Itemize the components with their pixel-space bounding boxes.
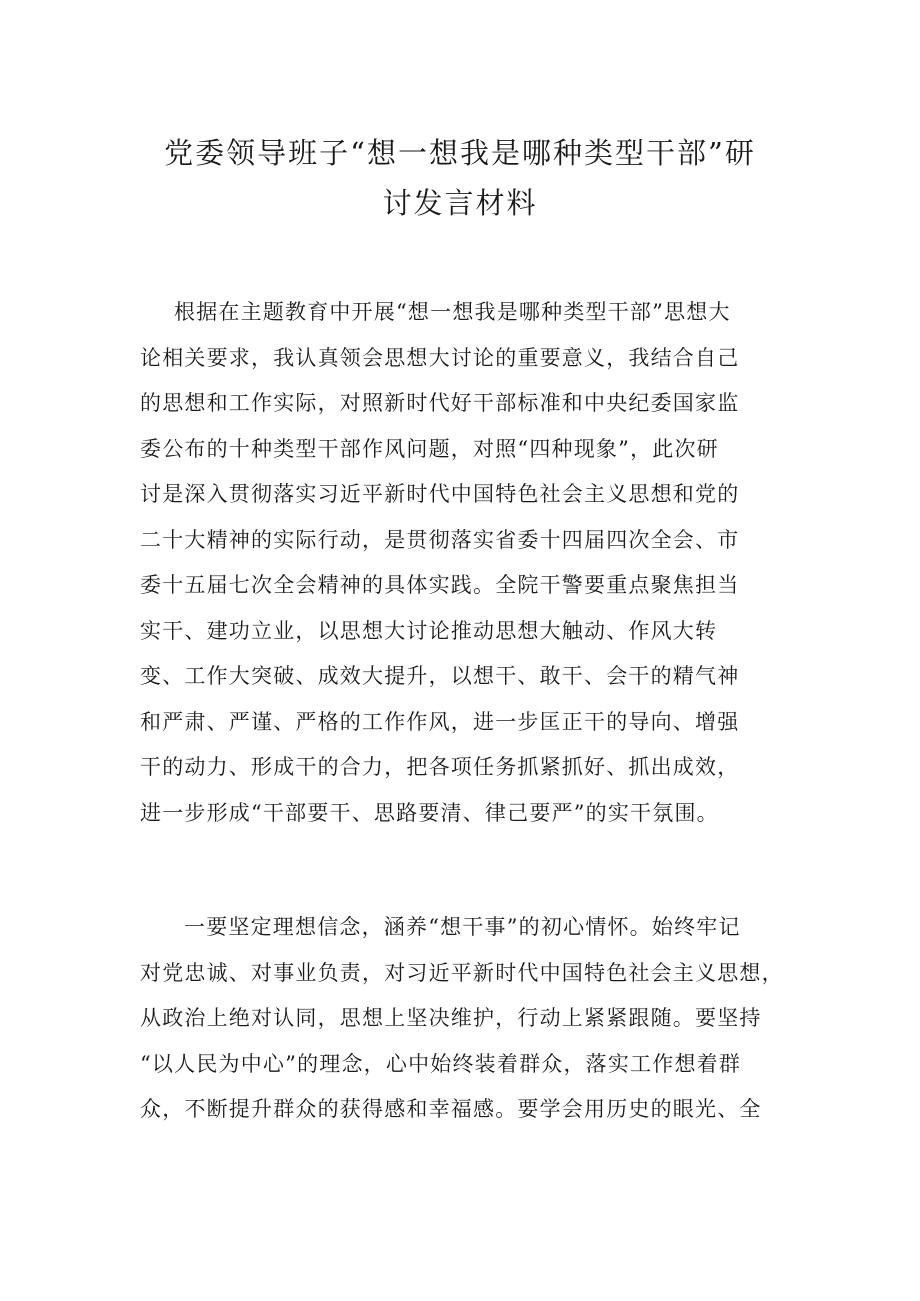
paragraph-line: 变、工作大突破、成效大提升，以想干、敢干、会干的精气神 xyxy=(140,664,740,688)
paragraph-line: “以人民为中心”的理念，心中始终装着群众，落实工作想着群 xyxy=(140,1051,742,1076)
paragraph-line: 对党忠诚、对事业负责，对习近平新时代中国特色社会主义思想， xyxy=(140,960,784,985)
paragraph-line: 实干、建功立业，以思想大讨论推动思想大触动、作风大转 xyxy=(140,618,718,643)
paragraph-line: 众，不断提升群众的获得感和幸福感。要学会用历史的眼光、全 xyxy=(140,1097,762,1121)
paragraph-line: 委十五届七次全会精神的具体实践。全院干警要重点聚焦担当 xyxy=(140,573,740,597)
paragraph-line: 论相关要求，我认真领会思想大讨论的重要意义，我结合自己 xyxy=(140,345,740,370)
paragraph-point-one xyxy=(140,905,784,1133)
paragraph-line: 干的动力、形成干的合力，把各项任务抓紧抓好、抓出成效， xyxy=(140,755,740,779)
paragraph-line: 一要坚定理想信念，涵养“想干事”的初心情怀。始终牢记 xyxy=(184,915,741,939)
paragraph-line: 从政治上绝对认同，思想上坚决维护，行动上紧紧跟随。要坚持 xyxy=(140,1006,762,1030)
paragraph-line: 根据在主题教育中开展“想一想我是哪种类型干部”思想大 xyxy=(174,300,731,324)
paragraph-line: 进一步形成“干部要干、思路要清、律己要严”的实干氛围。 xyxy=(140,800,719,825)
title-line-1: 党委领导班子“想一想我是哪种类型干部”研 xyxy=(164,136,756,170)
paragraph-line: 和严肃、严谨、严格的工作作风，进一步匡正干的导向、增强 xyxy=(140,709,740,734)
document-title xyxy=(120,128,800,228)
title-line-2: 讨发言材料 xyxy=(382,186,538,220)
paragraph-line: 委公布的十种类型干部作风问题，对照“四种现象”，此次研 xyxy=(140,436,719,461)
paragraph-line: 二十大精神的实际行动，是贯彻落实省委十四届四次全会、市 xyxy=(140,527,740,552)
paragraph-line: 讨是深入贯彻落实习近平新时代中国特色社会主义思想和党的 xyxy=(140,482,740,506)
paragraph-intro xyxy=(140,290,780,836)
paragraph-line: 的思想和工作实际，对照新时代好干部标准和中央纪委国家监 xyxy=(140,391,740,415)
